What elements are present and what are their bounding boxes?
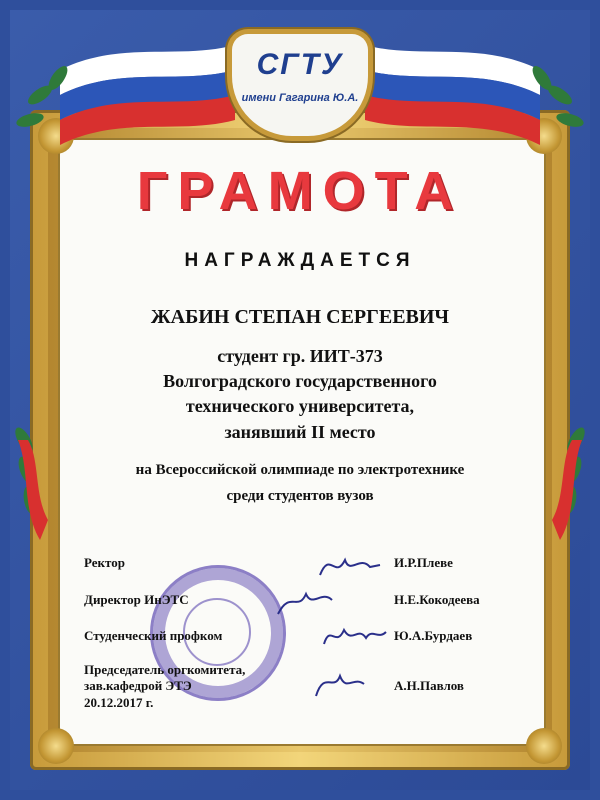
signatory-role-committee-chair: Председатель оргкомитета, bbox=[84, 662, 246, 677]
signatory-role-trade-union: Студенческий профком bbox=[84, 628, 223, 643]
signatory-role-committee-chair-2: зав.кафедрой ЭТЭ bbox=[84, 678, 192, 693]
signatory-name-committee-chair: А.Н.Павлов bbox=[394, 678, 464, 693]
body-line-university-2: технического университета, bbox=[185, 396, 415, 416]
signature-trade-union bbox=[318, 614, 390, 656]
body-line-group: студент гр. ИИТ-373 bbox=[217, 346, 383, 366]
recipient-name: ЖАБИН СТЕПАН СЕРГЕЕВИЧ bbox=[150, 306, 450, 328]
signatory-name-rector: И.Р.Плеве bbox=[394, 555, 453, 570]
signatory-role-director: Директор ИнЭТС bbox=[84, 592, 189, 607]
university-logo: СГТУ bbox=[256, 48, 344, 81]
signature-rector bbox=[315, 545, 385, 585]
university-logo-crest bbox=[232, 34, 368, 136]
signature-committee-chair bbox=[308, 662, 372, 704]
certificate-date: 20.12.2017 г. bbox=[84, 695, 154, 710]
signatory-name-trade-union: Ю.А.Бурдаев bbox=[394, 628, 473, 643]
event-line-2: среди студентов вузов bbox=[226, 488, 374, 504]
awarded-label: НАГРАЖДАЕТСЯ bbox=[184, 250, 416, 271]
event-line: на Всероссийской олимпиаде по электротехнике bbox=[135, 462, 465, 478]
university-logo-subtitle: имени Гагарина Ю.А. bbox=[241, 92, 359, 104]
certificate-title: ГРАМОТА bbox=[136, 161, 464, 221]
signatory-name-director: Н.Е.Кокодеева bbox=[394, 592, 480, 607]
body-line-university: Волгоградского государственного bbox=[163, 371, 437, 391]
body-line-place: занявший II место bbox=[224, 422, 376, 442]
signatory-role-rector: Ректор bbox=[84, 555, 125, 570]
